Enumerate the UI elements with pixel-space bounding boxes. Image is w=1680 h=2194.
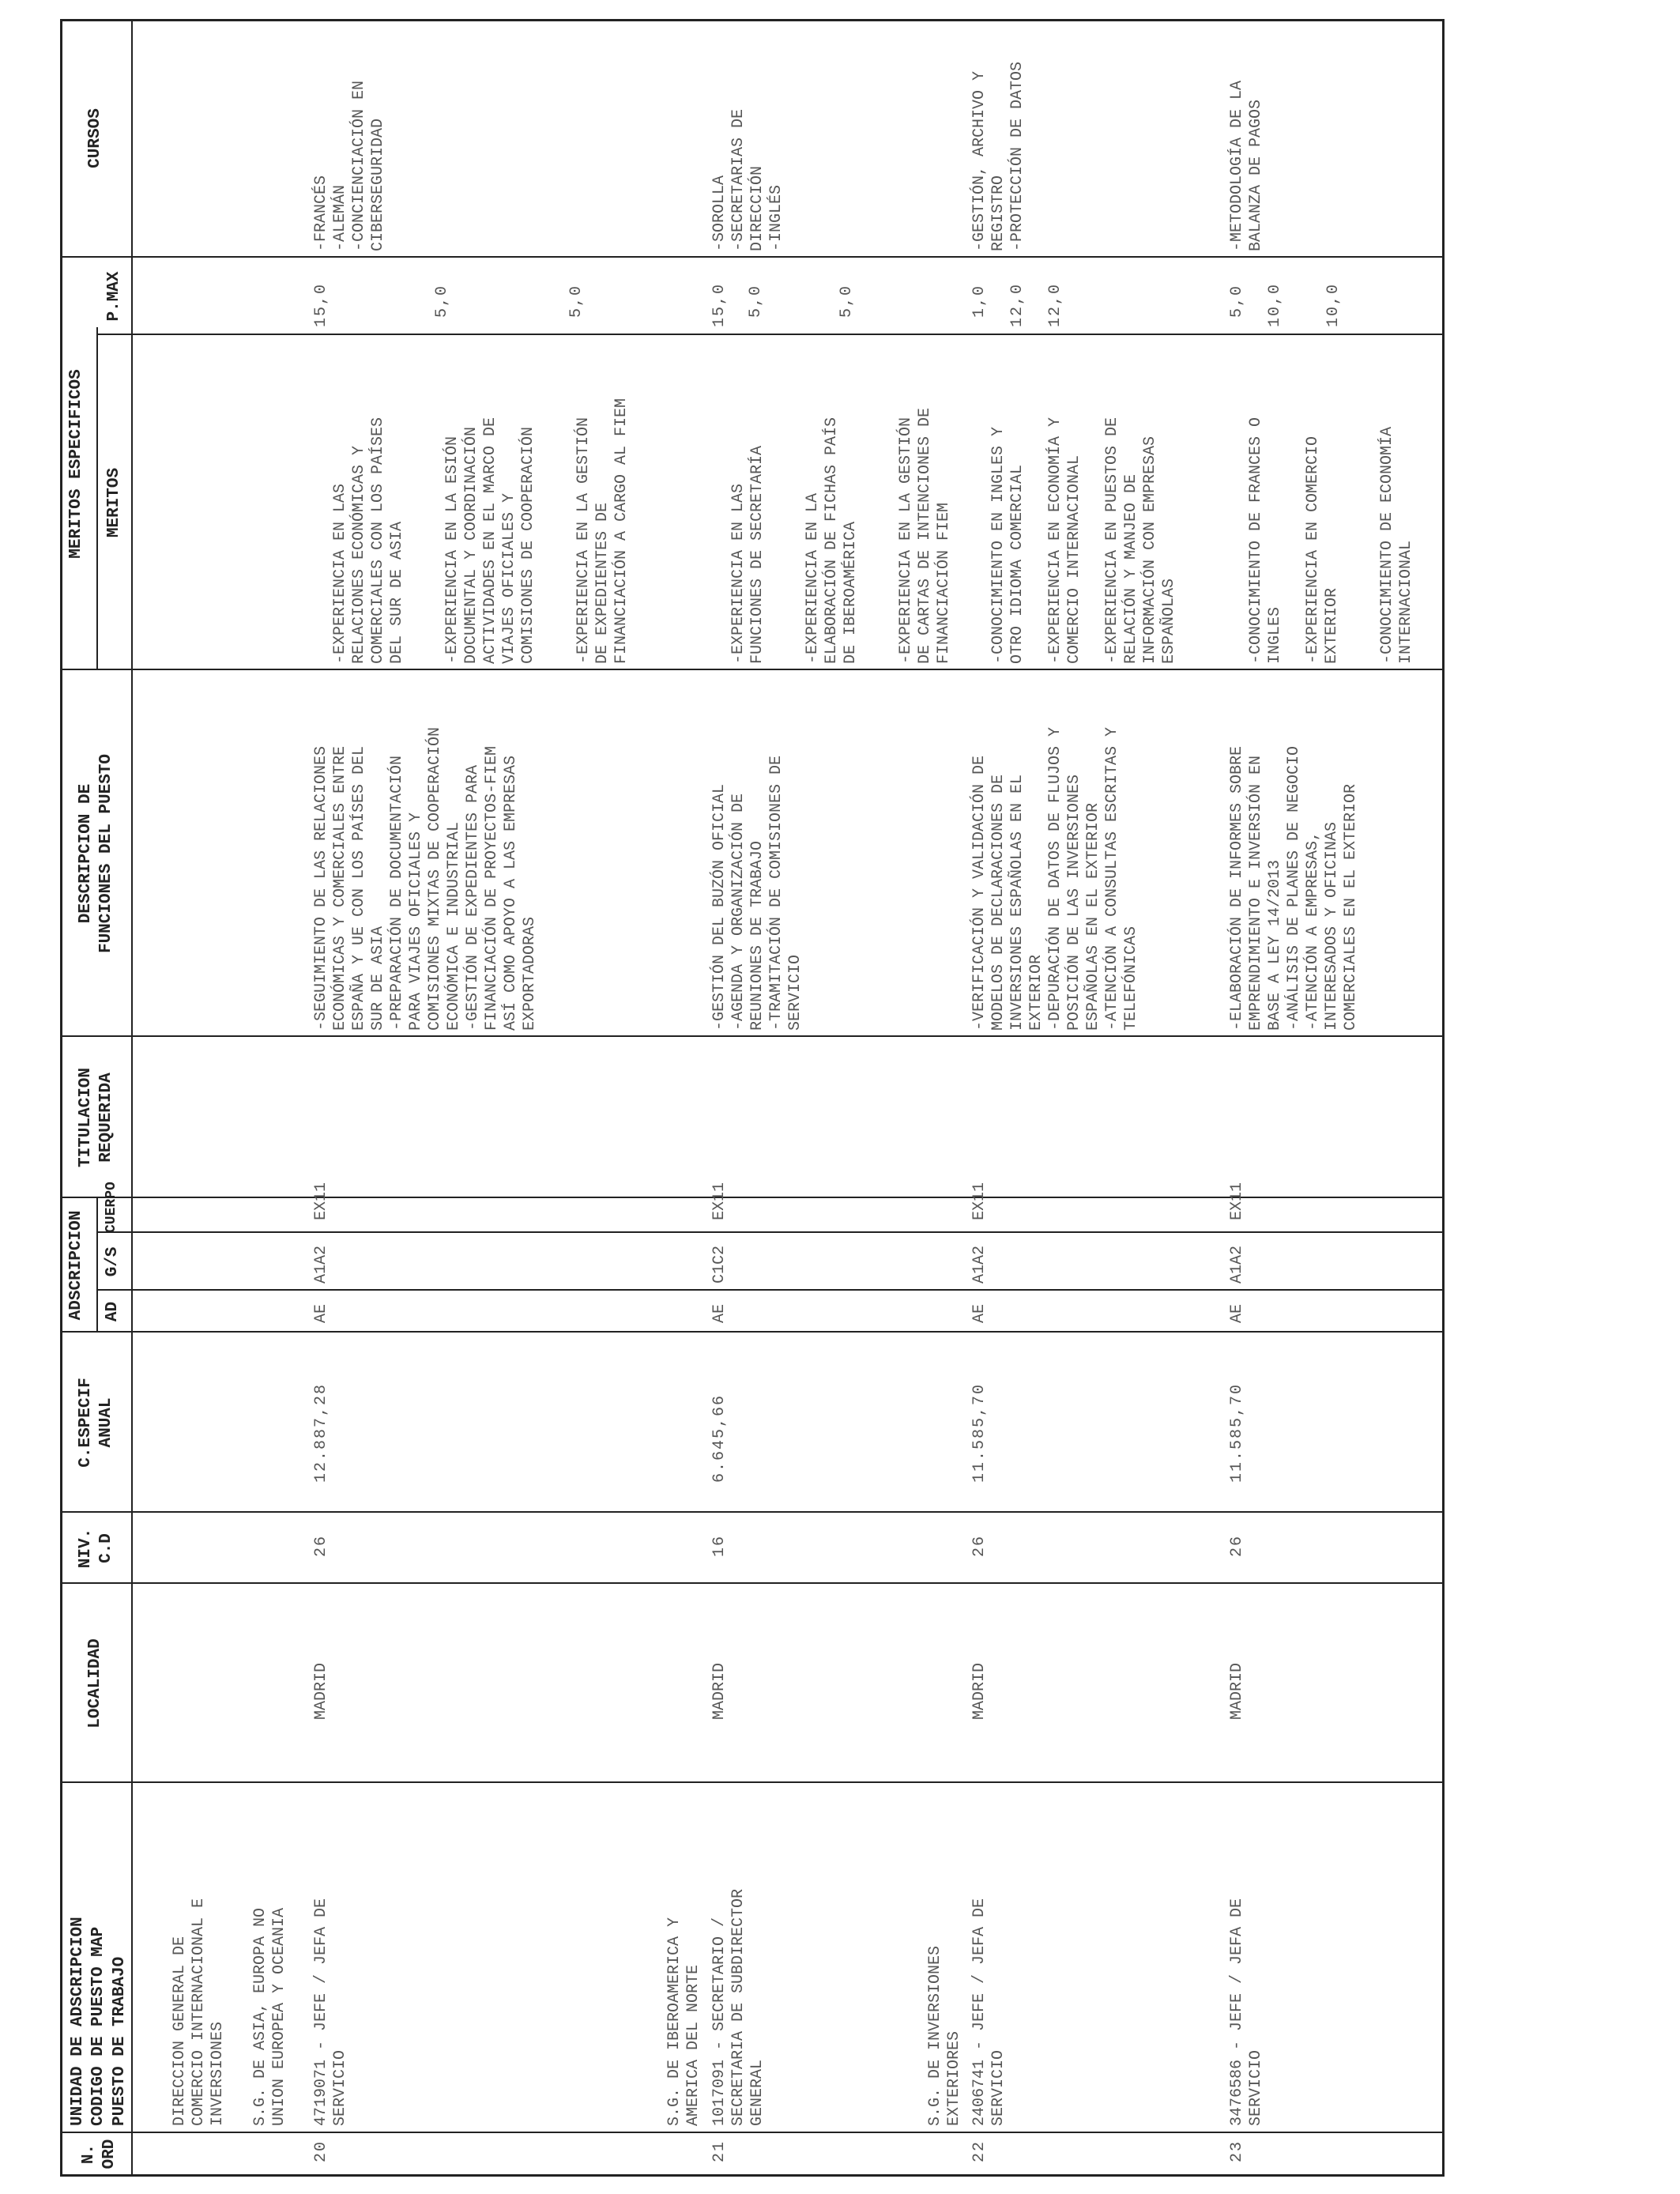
- section-sg-inversiones: S.G. DE INVERSIONES EXTERIORES: [926, 1945, 963, 2126]
- cursos-value: -FRANCÉS -ALEMÁN -CONCIENCIACIÓN EN CIBERSEGURIDAD: [312, 80, 387, 251]
- nivel-value: 16: [710, 1534, 729, 1557]
- descripcion-value: -GESTIÓN DEL BUZÓN OFICIAL -AGENDA Y ORGANIZACIÓN DE REUNIONES DE TRABAJO -TRAMITACIÓN DE COMISIONES DE SERVICIO: [710, 755, 804, 1031]
- col-line-sub: [96, 1289, 1445, 1291]
- puesto-code-title: 2406741 - JEFE / JEFA DE SERVICIO: [970, 1898, 1008, 2126]
- ad-value: AE: [1228, 1303, 1246, 1323]
- header-titulacion: TITULACION REQUERIDA: [77, 1067, 116, 1168]
- header-divider: [131, 19, 133, 2177]
- header-n-ord: N. ORD: [80, 2139, 119, 2169]
- cuerpo-value: EX11: [1228, 1182, 1246, 1220]
- puesto-code-title: 3476586 - JEFE / JEFA DE SERVICIO: [1228, 1898, 1265, 2126]
- ord-number: 22: [970, 2139, 989, 2162]
- c-especif-value: 6.645,66: [710, 1393, 729, 1483]
- pmax-value: 15,0: [312, 282, 330, 327]
- col-line: [60, 669, 1445, 670]
- meritos-list: [312, 398, 650, 664]
- descripcion-value: -ELABORACIÓN DE INFORMES SOBRE EMPRENDIMIENTO E INVERSIÓN EN BASE A LEY 14/2013 -ANÁLISIS DE PLANES DE NEGOCIO -ATENCIÓN A EMPRESAS, INTERESADOS Y OFICINAS COMERCIALES EN EL EXTERIOR: [1228, 745, 1360, 1031]
- merito-item: -CONOCIMIENTO DE ECONOMÍA INTERNACIONAL: [1378, 426, 1415, 664]
- gs-value: C1C2: [710, 1245, 729, 1284]
- col-line: [60, 2132, 1445, 2133]
- pmax-value: 15,0: [710, 282, 729, 327]
- ord-number: 23: [1228, 2139, 1246, 2162]
- pmax-value: 5,0: [433, 284, 451, 318]
- merito-item: -EXPERIENCIA EN PUESTOS DE RELACIÓN Y MANJEO DE INFORMACIÓN CON EMPRESAS ESPAÑOLAS: [1103, 417, 1178, 664]
- puesto-code-title: 4719071 - JEFE / JEFA DE SERVICIO: [312, 1898, 349, 2126]
- cuerpo-value: EX11: [312, 1182, 330, 1220]
- section-direccion-general: DIRECCION GENERAL DE COMERCIO INTERNACIONAL E INVERSIONES: [171, 1898, 227, 2126]
- merito-item: -EXPERIENCIA EN COMERCIO EXTERIOR: [1304, 435, 1341, 664]
- adscripcion-subdivider: [96, 1198, 98, 1333]
- col-line: [60, 1511, 1445, 1513]
- merito-item: -EXPERIENCIA EN LA ESIÓN DOCUMENTAL Y COORDINACIÓN ACTIVIDADES EN EL MARCO DE VIAJES OFICIALES Y COMISIONES DE COOPERACIÓN: [443, 417, 537, 664]
- col-line: [60, 256, 1445, 258]
- ad-value: AE: [970, 1303, 989, 1323]
- merito-item: -EXPERIENCIA EN LA GESTIÓN DE CARTAS DE INTENCIONES DE FINANCIACIÓN FIEM: [897, 407, 953, 664]
- cursos-value: -GESTIÓN, ARCHIVO Y REGISTRO -PROTECCIÓN DE DATOS: [970, 61, 1026, 251]
- merito-item: -EXPERIENCIA EN LAS RELACIONES ECONÓMICAS Y COMERCIALES CON LOS PAÍSES DEL SUR DE ASIA: [331, 417, 406, 664]
- gs-value: A1A2: [970, 1245, 989, 1284]
- col-line: [60, 1582, 1445, 1584]
- ord-number: 20: [312, 2139, 330, 2162]
- nivel-value: 26: [970, 1534, 989, 1557]
- ord-number: 21: [710, 2139, 729, 2162]
- section-sg-asia: S.G. DE ASIA, EUROPA NO UNION EUROPEA Y OCEANIA: [251, 1907, 288, 2126]
- cursos-value: -METODOLOGÍA DE LA BALANZA DE PAGOS: [1228, 80, 1265, 251]
- header-meritos: MERITOS: [105, 467, 123, 538]
- pmax-value: 10,0: [1324, 282, 1343, 327]
- descripcion-value: -SEGUIMIENTO DE LAS RELACIONES ECONÓMICAS Y COMERCIALES ENTRE ESPAÑA Y UE CON LOS PAÍSES DEL SUR DE ASIA -PREPARACIÓN DE DOCUMENTACIÓN PARA VIAJES OFICIALES Y COMISIONES MIXTAS DE COOPERACIÓN ECONÓMICA E INDUSTRIAL -GESTIÓN DE EXPEDIENTES PARA FINANCIACIÓN DE PROYECTOS-FIEM ASÍ COMO APOYO A LAS EMPRESAS EXPORTADORAS: [312, 726, 539, 1031]
- ad-value: AE: [710, 1303, 729, 1323]
- pmax-value: 5,0: [747, 284, 765, 318]
- pmax-value: 12,0: [1008, 282, 1026, 327]
- header-meritos-especificos: MERITOS ESPECIFICOS: [67, 369, 85, 559]
- descripcion-value: -VERIFICACIÓN Y VALIDACIÓN DE MODELOS DE DECLARACIONES DE INVERSIONES ESPAÑOLAS EN EL EXTERIOR -DEPURACIÓN DE DATOS DE FLUJOS Y POSICIÓN DE LAS INVERSIONES ESPAÑOLAS EN EL EXTERIOR -ATENCIÓN A CONSULTAS ESCRITAS Y TELEFÓNICAS: [970, 726, 1140, 1031]
- header-p-max: P.MAX: [105, 271, 123, 322]
- meritos-list: [710, 408, 973, 664]
- gs-value: A1A2: [1228, 1245, 1246, 1284]
- nivel-value: 26: [1228, 1534, 1246, 1557]
- header-unidad: UNIDAD DE ADSCRIPCION CODIGO DE PUESTO MAP PUESTO DE TRABAJO: [69, 1917, 129, 2126]
- section-sg-iberoamerica: S.G. DE IBEROAMERICA Y AMERICA DEL NORTE: [665, 1917, 703, 2126]
- localidad-value: MADRID: [312, 1662, 330, 1720]
- header-adscripcion: ADSCRIPCION: [67, 1210, 85, 1321]
- header-cursos: CURSOS: [86, 108, 104, 168]
- c-especif-value: 11.585,70: [1228, 1382, 1246, 1483]
- localidad-value: MADRID: [710, 1662, 729, 1720]
- meritos-list: [1228, 417, 1435, 664]
- merito-item: -CONOCIMIENTO DE FRANCES O INGLES: [1247, 417, 1284, 664]
- c-especif-value: 12.887,28: [312, 1382, 330, 1483]
- nivel-value: 26: [312, 1534, 330, 1557]
- table-frame: [60, 19, 1445, 2177]
- header-niv: NIV. C.D: [77, 1528, 116, 1569]
- c-especif-value: 11.585,70: [970, 1382, 989, 1483]
- puesto-code-title: 1017091 - SECRETARIO / SECRETARIA DE SUBDIRECTOR GENERAL: [710, 1888, 767, 2126]
- gs-value: A1A2: [312, 1245, 330, 1284]
- cuerpo-value: EX11: [970, 1182, 989, 1220]
- localidad-value: MADRID: [1228, 1662, 1246, 1720]
- header-c-especif: C.ESPECIF ANUAL: [77, 1378, 116, 1468]
- localidad-value: MADRID: [970, 1662, 989, 1720]
- header-ad: AD: [104, 1301, 122, 1322]
- cursos-value: -SOROLLA -SECRETARIAS DE DIRECCIÓN -INGLÉS: [710, 108, 785, 251]
- header-descripcion: DESCRIPCION DE FUNCIONES DEL PUESTO: [77, 753, 116, 954]
- col-line: [60, 1035, 1445, 1037]
- cuerpo-value: EX11: [710, 1182, 729, 1220]
- header-localidad: LOCALIDAD: [86, 1638, 104, 1728]
- meritos-subdivider: [96, 327, 98, 670]
- col-line-sub: [96, 334, 1445, 335]
- header-gs: G/S: [104, 1246, 122, 1277]
- header-cuerpo: CUERPO: [104, 1182, 119, 1233]
- pmax-value: 5,0: [1228, 284, 1246, 318]
- merito-item: -CONOCIMIENTO EN INGLES Y OTRO IDIOMA COMERCIAL: [989, 426, 1026, 664]
- merito-item: -EXPERIENCIA EN LA ELABORACIÓN DE FICHAS PAÍS DE IBEROAMÉRICA: [804, 417, 860, 664]
- col-line-sub: [96, 1231, 1445, 1233]
- pmax-value: 5,0: [838, 284, 856, 318]
- ad-value: AE: [312, 1303, 330, 1323]
- pmax-value: 12,0: [1046, 282, 1064, 327]
- pmax-value: 5,0: [567, 284, 586, 318]
- pmax-value: 1,0: [970, 284, 989, 318]
- col-line: [60, 1781, 1445, 1783]
- col-line: [60, 1331, 1445, 1333]
- merito-item: -EXPERIENCIA EN LAS FUNCIONES DE SECRETARÍA: [729, 445, 767, 664]
- meritos-list: [970, 417, 1198, 664]
- merito-item: -EXPERIENCIA EN LA GESTIÓN DE EXPEDIENTES DE FINANCIACIÓN A CARGO AL FIEM: [574, 398, 631, 664]
- merito-item: -EXPERIENCIA EN ECONOMÍA Y COMERCIO INTERNACIONAL: [1046, 417, 1083, 664]
- pmax-value: 10,0: [1266, 282, 1284, 327]
